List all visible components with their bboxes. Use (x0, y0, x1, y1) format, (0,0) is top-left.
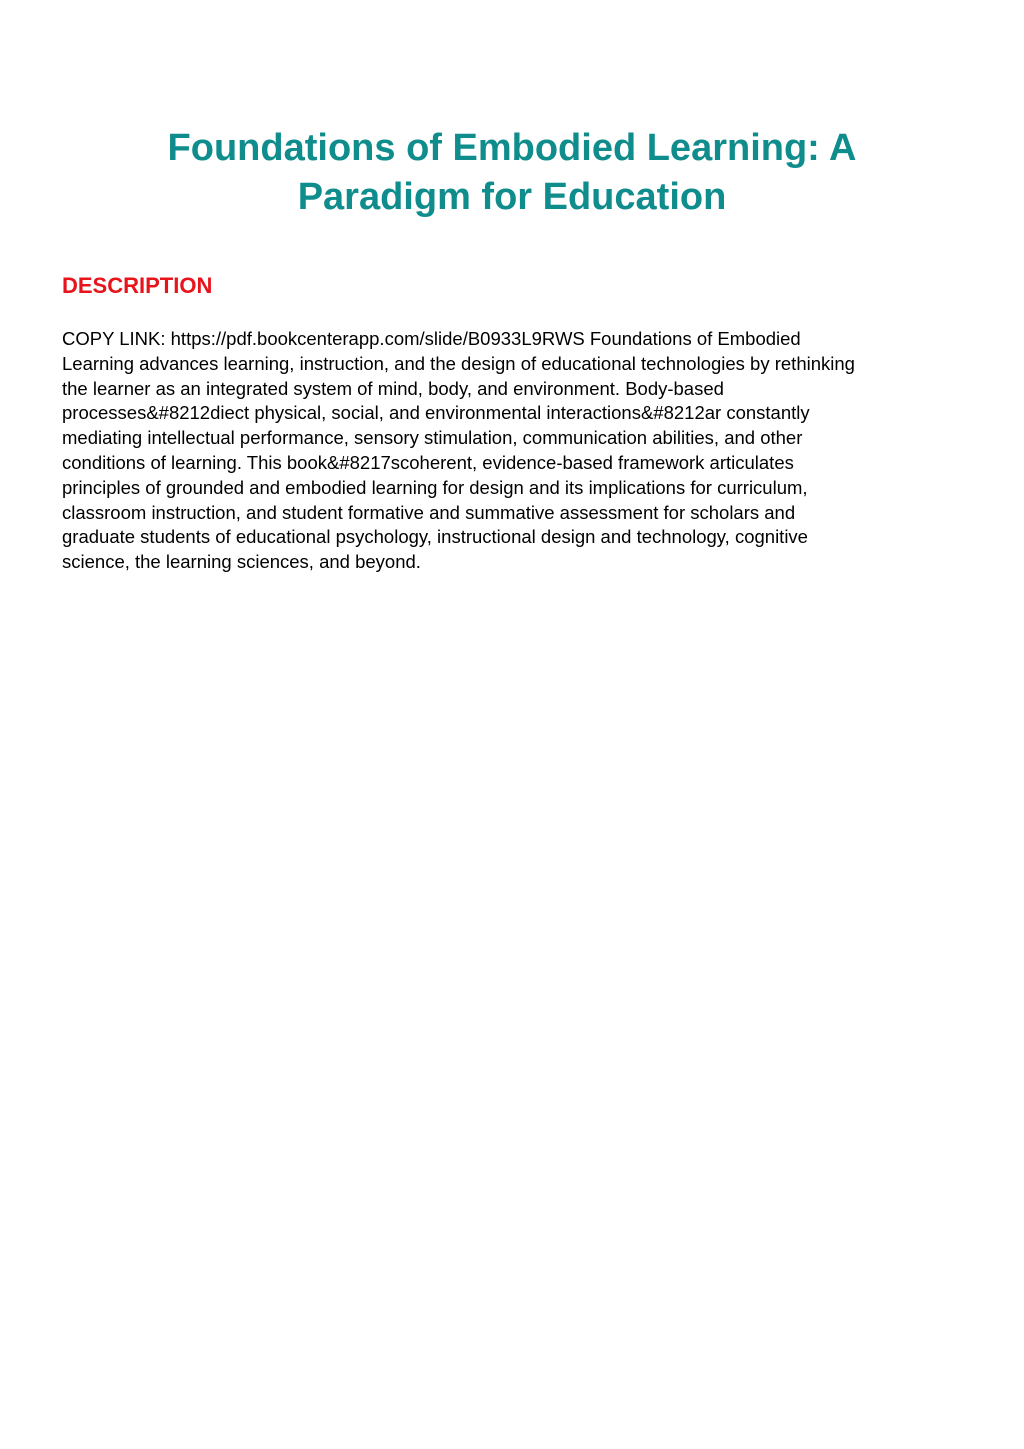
description-line: mediating intellectual performance, sensory stimulation, communication abilities, and other (62, 427, 803, 449)
description-heading: DESCRIPTION (62, 273, 213, 298)
description-line: graduate students of educational psychology, instructional design and technology, cognitive (62, 526, 808, 548)
description-line: Learning advances learning, instruction, and the design of educational technologies by rethinking (62, 352, 855, 374)
document-title (0, 124, 1024, 222)
description-line: processes&#8212diect physical, social, and environmental interactions&#8212ar constantly (62, 402, 810, 424)
description-line: classroom instruction, and student formative and summative assessment for scholars and (62, 501, 796, 523)
description-text (62, 327, 962, 575)
description-line: COPY LINK: https://pdf.bookcenterapp.com/slide/B0933L9RWS Foundations of Embodied (62, 328, 801, 349)
title-line-2: Paradigm for Education (297, 176, 727, 218)
title-line-1: Foundations of Embodied Learning: A (167, 127, 857, 169)
description-line: science, the learning sciences, and beyond. (62, 551, 421, 573)
description-line: conditions of learning. This book&#8217scoherent, evidence-based framework articulates (62, 451, 794, 473)
description-line: principles of grounded and embodied learning for design and its implications for curriculum, (62, 476, 808, 498)
description-line: the learner as an integrated system of mind, body, and environment. Body-based (62, 377, 724, 399)
